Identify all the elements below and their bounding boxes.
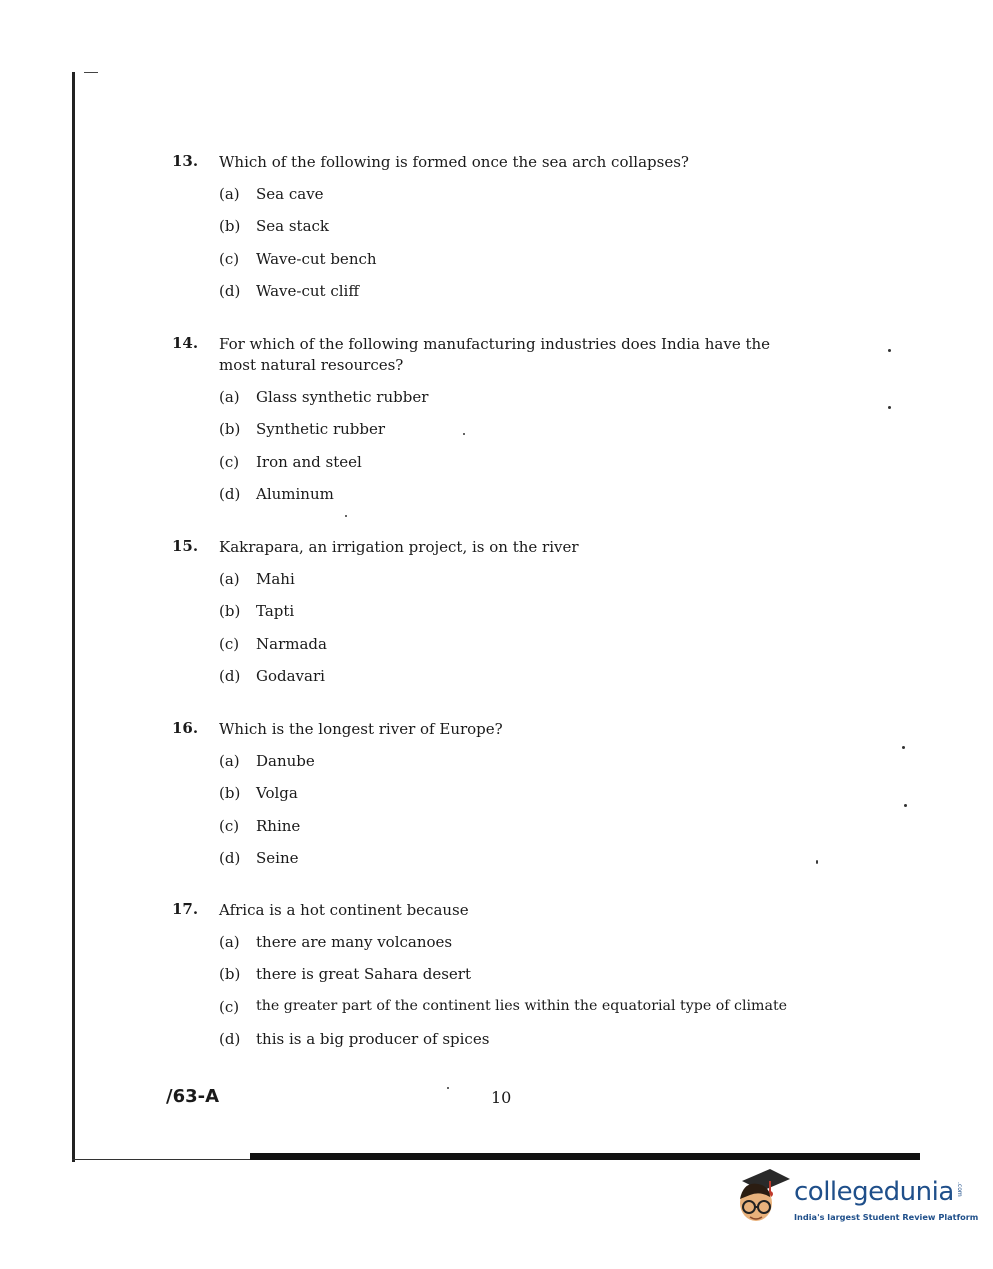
option-label: (b) <box>219 784 241 803</box>
option-a <box>219 933 812 965</box>
option-label: (b) <box>219 965 241 984</box>
question-number: 13. <box>172 152 199 170</box>
option-d <box>219 282 812 314</box>
question-number: 17. <box>172 900 199 918</box>
option-d <box>219 849 812 881</box>
option-text: Seine <box>256 849 299 868</box>
option-label: (a) <box>219 752 240 770</box>
option-text: Wave-cut bench <box>256 249 377 268</box>
option-label: (d) <box>219 282 241 301</box>
option-d <box>219 485 812 517</box>
option-label: (c) <box>219 249 240 268</box>
question-14 <box>172 334 812 518</box>
question-17 <box>172 900 812 1063</box>
option-c <box>219 635 812 667</box>
option-label: (a) <box>219 570 240 588</box>
question-13 <box>172 152 812 315</box>
scan-speck <box>816 860 818 864</box>
collegedunia-logo[interactable] <box>736 1165 979 1233</box>
logo-suffix: .com <box>956 1182 963 1197</box>
option-text: Iron and steel <box>256 452 362 471</box>
option-label: (a) <box>219 388 240 406</box>
option-label: (b) <box>219 217 241 236</box>
option-label: (b) <box>219 602 241 621</box>
option-c <box>219 817 812 849</box>
option-text: Sea stack <box>256 217 330 236</box>
option-list <box>219 933 812 1063</box>
option-label: (a) <box>219 933 240 951</box>
option-list <box>219 185 812 315</box>
option-label: (d) <box>219 485 241 504</box>
option-d <box>219 1030 812 1062</box>
option-text: Mahi <box>256 570 295 588</box>
question-number: 16. <box>172 719 199 737</box>
option-a <box>219 570 812 602</box>
option-text: Aluminum <box>256 485 334 504</box>
option-b <box>219 420 812 452</box>
option-a <box>219 752 812 784</box>
option-label: (a) <box>219 185 240 203</box>
option-text: Rhine <box>256 816 301 835</box>
option-label: (c) <box>219 997 240 1016</box>
option-text: there are many volcanoes <box>256 933 453 951</box>
question-text: Which is the longest river of Europe? <box>219 720 503 738</box>
option-text: Volga <box>256 784 298 803</box>
option-label: (c) <box>219 634 240 653</box>
question-text: For which of the following manufacturing industries does India have the most natural resources? <box>219 335 771 374</box>
question-16 <box>172 719 812 882</box>
option-label: (c) <box>219 816 240 835</box>
option-label: (d) <box>219 1030 241 1049</box>
option-text: Tapti <box>256 602 295 621</box>
scan-speck <box>904 804 907 807</box>
option-d <box>219 667 812 699</box>
question-number: 15. <box>172 537 199 555</box>
option-label: (c) <box>219 452 240 471</box>
option-list <box>219 752 812 882</box>
logo-tagline: India's largest Student Review Platform <box>794 1212 979 1222</box>
option-c <box>219 453 812 485</box>
option-label: (d) <box>219 667 241 686</box>
logo-wordmark: collegedunia <box>794 1177 954 1207</box>
question-number: 14. <box>172 334 199 352</box>
mascot-icon <box>736 1165 792 1227</box>
option-text: Wave-cut cliff <box>256 282 359 301</box>
option-list <box>219 570 812 700</box>
option-b <box>219 965 812 997</box>
scan-speck <box>447 1087 449 1089</box>
bottom-rule-thick <box>250 1153 920 1160</box>
option-text: Danube <box>256 752 315 770</box>
option-b <box>219 784 812 816</box>
question-text: Which of the following is formed once the sea arch collapses? <box>219 153 689 171</box>
option-label: (d) <box>219 849 241 868</box>
option-a <box>219 185 812 217</box>
scan-speck <box>888 406 891 409</box>
option-label: (b) <box>219 420 241 439</box>
option-text: this is a big producer of spices <box>256 1030 490 1049</box>
question-text: Africa is a hot continent because <box>219 901 469 919</box>
page-number: 10 <box>491 1088 512 1107</box>
option-text: Godavari <box>256 667 325 686</box>
option-text: Sea cave <box>256 185 324 203</box>
question-text: Kakrapara, an irrigation project, is on the river <box>219 538 579 556</box>
option-text: the greater part of the continent lies within the equatorial type of climate <box>256 997 788 1014</box>
option-c <box>219 998 812 1030</box>
option-text: Synthetic rubber <box>256 420 386 439</box>
option-text: there is great Sahara desert <box>256 965 471 984</box>
option-text: Glass synthetic rubber <box>256 388 429 406</box>
option-list <box>219 388 812 518</box>
option-b <box>219 602 812 634</box>
option-c <box>219 250 812 282</box>
paper-code: /63-A <box>166 1086 220 1107</box>
scan-speck <box>902 746 905 749</box>
option-b <box>219 217 812 249</box>
question-15 <box>172 537 812 700</box>
scan-speck <box>888 349 891 352</box>
option-text: Narmada <box>256 634 327 653</box>
option-a <box>219 388 812 420</box>
top-tick-mark <box>84 72 98 73</box>
left-margin-rule <box>72 72 75 1162</box>
